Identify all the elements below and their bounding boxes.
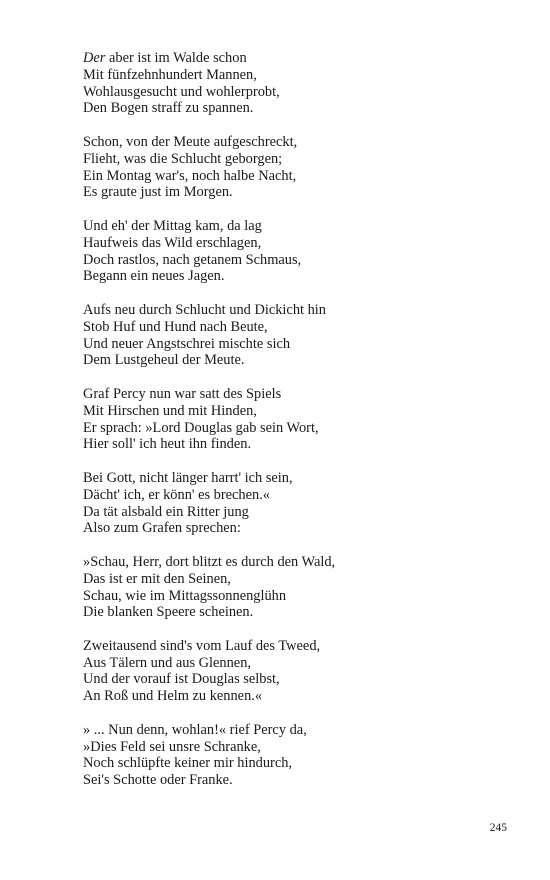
poem-line: Dächt' ich, er könn' es brechen.« xyxy=(83,486,270,503)
poem-line: Begann ein neues Jagen. xyxy=(83,268,225,285)
poem-line: An Roß und Helm zu kennen.« xyxy=(83,688,263,705)
poem-line: Das ist er mit den Seinen, xyxy=(83,570,231,587)
poem-line: Ein Montag war's, noch halbe Nacht, xyxy=(83,167,297,184)
poem-line: »Schau, Herr, dort blitzt es durch den Wald, xyxy=(83,553,336,570)
poem-line: Stob Huf und Hund nach Beute, xyxy=(83,318,268,335)
stanza-4 xyxy=(83,302,503,369)
poem-line: Den Bogen straff zu spannen. xyxy=(83,100,254,117)
stanza-5 xyxy=(83,386,503,453)
poem-line: Flieht, was die Schlucht geborgen; xyxy=(83,150,283,167)
poem-line: Mit Hirschen und mit Hinden, xyxy=(83,402,257,419)
stanza-8 xyxy=(83,638,503,705)
poem-line: Aufs neu durch Schlucht und Dickicht hin xyxy=(83,301,326,318)
poem-line: Graf Percy nun war satt des Spiels xyxy=(83,385,282,402)
poem-line: Also zum Grafen sprechen: xyxy=(83,520,241,537)
poem-line: Schon, von der Meute aufgeschreckt, xyxy=(83,133,298,150)
poem-line: Bei Gott, nicht länger harrt' ich sein, xyxy=(83,469,293,486)
poem-line: Aus Tälern und aus Glennen, xyxy=(83,654,251,671)
poem-line: »Dies Feld sei unsre Schranke, xyxy=(83,738,261,755)
stanza-6 xyxy=(83,470,503,537)
stanza-3 xyxy=(83,218,503,285)
poem-line: Da tät alsbald ein Ritter jung xyxy=(83,503,249,520)
italic-word: Der xyxy=(83,50,106,66)
poem-line: Und eh' der Mittag kam, da lag xyxy=(83,217,262,234)
poem-line: Hier soll' ich heut ihn finden. xyxy=(83,436,252,453)
stanza-9 xyxy=(83,722,503,789)
poem-line: Wohlausgesucht und wohlerprobt, xyxy=(83,83,280,100)
poem-line: Haufweis das Wild erschlagen, xyxy=(83,234,262,251)
poem-line: Er sprach: »Lord Douglas gab sein Wort, xyxy=(83,419,319,436)
poem-line: Und neuer Angstschrei mischte sich xyxy=(83,335,291,352)
poem-line: Doch rastlos, nach getanem Schmaus, xyxy=(83,251,302,268)
poem-line: Es graute just im Morgen. xyxy=(83,184,233,201)
stanza-7 xyxy=(83,554,503,621)
poem-line: Sei's Schotte oder Franke. xyxy=(83,772,233,789)
page-number: 245 xyxy=(489,822,507,834)
poem-line xyxy=(83,50,503,67)
poem-line: Dem Lustgeheul der Meute. xyxy=(83,352,245,369)
poem-line: Mit fünfzehnhundert Mannen, xyxy=(83,66,257,83)
poem-line: Schau, wie im Mittagssonnenglühn xyxy=(83,587,287,604)
stanza-2 xyxy=(83,134,503,201)
poem-line: Zweitausend sind's vom Lauf des Tweed, xyxy=(83,637,321,654)
poem-text xyxy=(83,50,503,806)
poem-line: » ... Nun denn, wohlan!« rief Percy da, xyxy=(83,721,307,738)
stanza-1 xyxy=(83,50,503,117)
poem-line: Und der vorauf ist Douglas selbst, xyxy=(83,671,280,688)
poem-line: Noch schlüpfte keiner mir hindurch, xyxy=(83,755,293,772)
line-rest: aber ist im Walde schon xyxy=(105,50,247,66)
poem-line: Die blanken Speere scheinen. xyxy=(83,604,254,621)
